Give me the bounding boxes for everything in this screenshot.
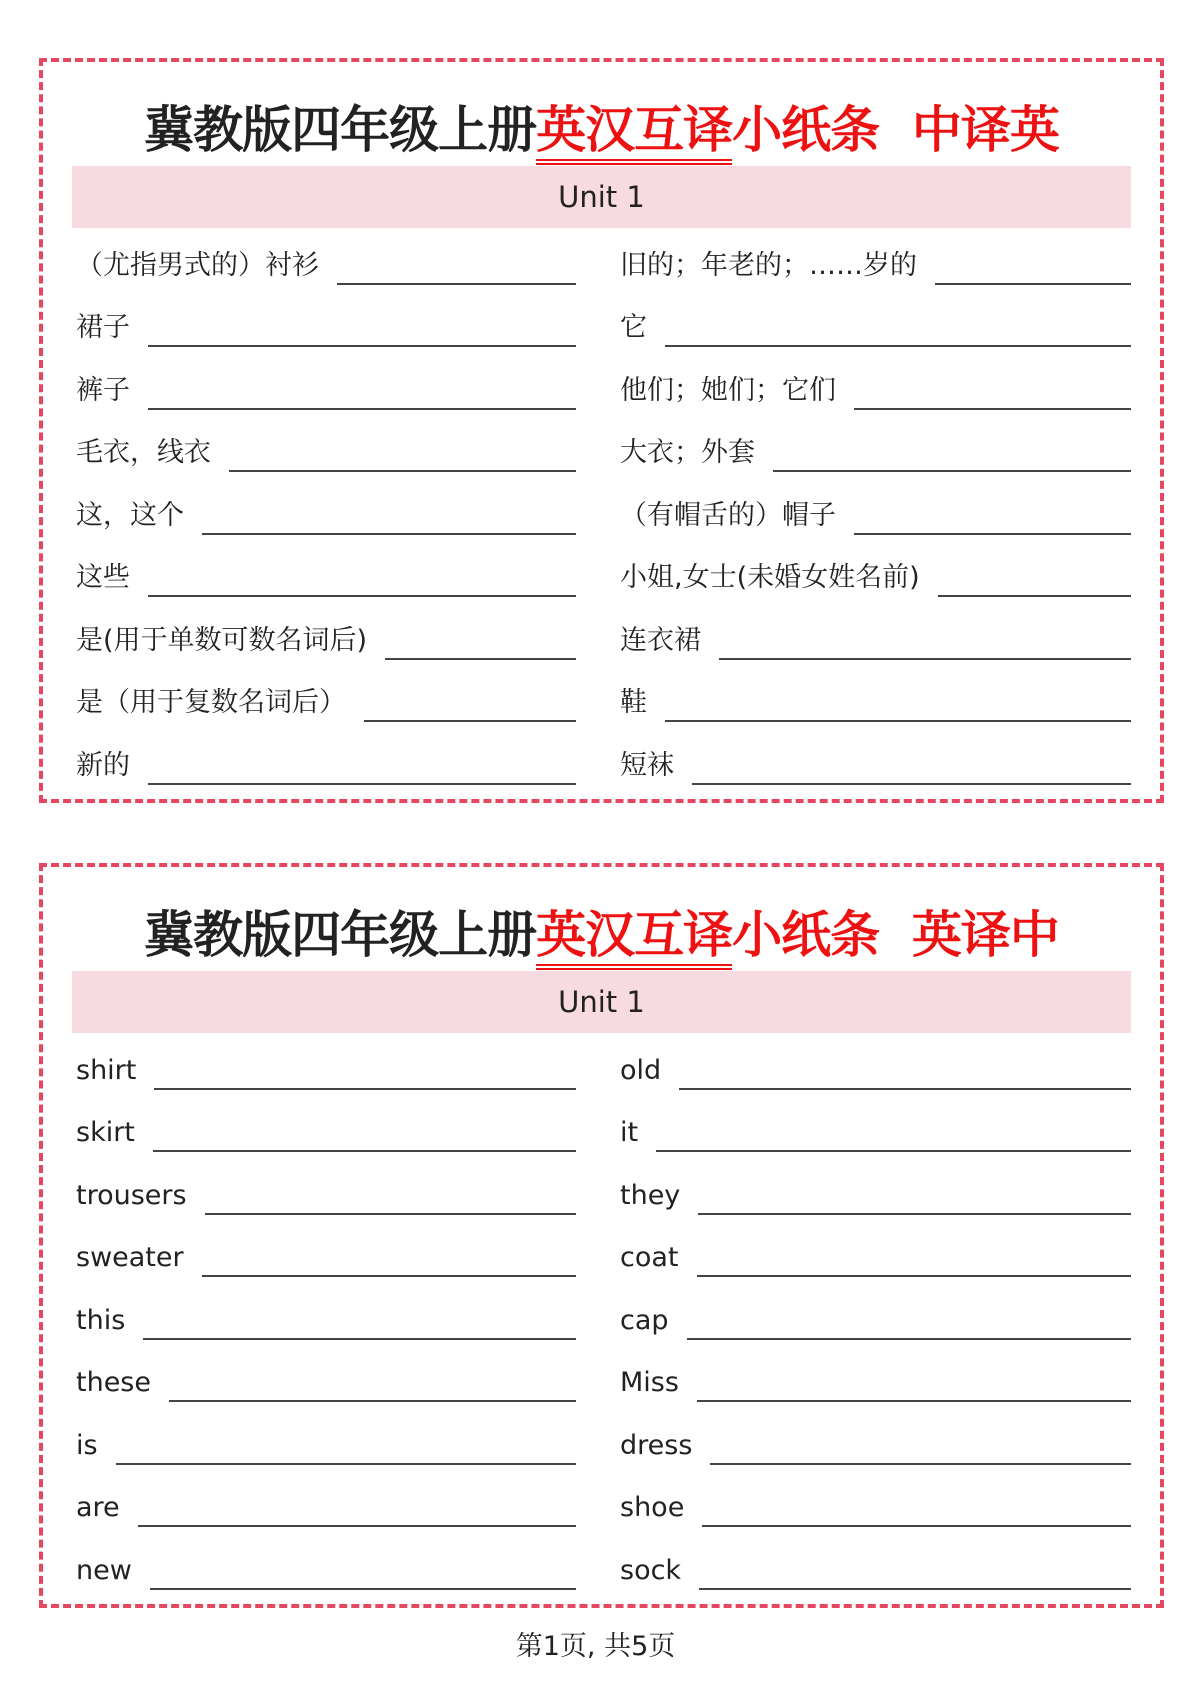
vocab-item (76, 232, 576, 295)
answer-line[interactable] (148, 407, 576, 410)
vocab-item (76, 1350, 576, 1413)
vocab-item (620, 545, 1131, 608)
answer-line[interactable] (154, 1087, 576, 1090)
unit-header: Unit 1 (72, 971, 1131, 1033)
worksheet-en-to-cn (39, 863, 1164, 1608)
vocab-item (76, 357, 576, 420)
vocab-item (620, 1287, 1131, 1350)
vocab-row (76, 1037, 1131, 1100)
answer-line[interactable] (935, 282, 1131, 285)
vocab-prompt: trousers (76, 1179, 187, 1211)
answer-line[interactable] (153, 1149, 576, 1152)
sheet-title (43, 895, 1160, 967)
answer-line[interactable] (364, 719, 576, 722)
title-mode: 中译英 (911, 101, 1059, 159)
vocab-prompt: it (620, 1117, 639, 1148)
vocab-prompt: 是(用于单数可数名词后) (76, 624, 368, 656)
worksheet-cn-to-en (39, 58, 1164, 803)
title-main: 冀教版四年级上册 (144, 906, 537, 964)
answer-line[interactable] (702, 1524, 1131, 1527)
answer-line[interactable] (697, 1399, 1131, 1402)
vocab-prompt: 它 (620, 312, 647, 343)
answer-line[interactable] (938, 594, 1131, 597)
vocab-row (76, 295, 1131, 358)
answer-line[interactable] (665, 344, 1131, 347)
title-suffix: 小纸条 (732, 906, 880, 964)
answer-line[interactable] (229, 469, 576, 472)
vocab-prompt: 这些 (76, 562, 130, 593)
answer-line[interactable] (656, 1149, 1131, 1152)
vocab-row (76, 232, 1131, 295)
vocab-prompt: they (620, 1179, 681, 1211)
vocab-row (76, 1412, 1131, 1475)
vocab-item (620, 670, 1131, 733)
vocab-prompt: 新的 (76, 749, 130, 781)
vocab-row (76, 545, 1131, 608)
answer-line[interactable] (697, 1274, 1132, 1277)
vocab-row (76, 1475, 1131, 1538)
vocab-prompt: cap (620, 1304, 669, 1336)
sheet-title (43, 90, 1160, 162)
vocab-row (76, 1537, 1131, 1600)
vocab-prompt: 裤子 (76, 374, 130, 406)
vocab-row (76, 1162, 1131, 1225)
vocab-grid (76, 1037, 1131, 1600)
vocab-prompt: dress (620, 1429, 693, 1461)
vocab-prompt: new (76, 1554, 132, 1586)
vocab-item (620, 1225, 1131, 1288)
vocab-prompt: （尤指男式的）衬衫 (76, 249, 319, 281)
vocab-item (620, 1037, 1131, 1100)
vocab-item (76, 1537, 576, 1600)
answer-line[interactable] (719, 657, 1131, 660)
vocab-prompt: 这，这个 (76, 499, 184, 531)
answer-line[interactable] (854, 407, 1131, 410)
vocab-row (76, 1225, 1131, 1288)
answer-line[interactable] (143, 1337, 576, 1340)
vocab-row (76, 357, 1131, 420)
answer-line[interactable] (148, 782, 576, 785)
vocab-prompt: skirt (76, 1117, 135, 1148)
answer-line[interactable] (148, 344, 576, 347)
vocab-row (76, 1287, 1131, 1350)
answer-line[interactable] (337, 282, 576, 285)
vocab-item (76, 1412, 576, 1475)
answer-line[interactable] (698, 1212, 1131, 1215)
vocab-item (620, 295, 1131, 358)
vocab-prompt: 大衣；外套 (620, 437, 755, 468)
answer-line[interactable] (687, 1337, 1131, 1340)
title-mode: 英译中 (911, 906, 1059, 964)
answer-line[interactable] (150, 1587, 576, 1590)
vocab-prompt: shoe (620, 1492, 685, 1523)
vocab-item (76, 1475, 576, 1538)
vocab-prompt: 裙子 (76, 312, 130, 343)
vocab-row (76, 1350, 1131, 1413)
unit-header: Unit 1 (72, 166, 1131, 228)
answer-line[interactable] (692, 782, 1131, 785)
vocab-prompt: these (76, 1367, 151, 1398)
vocab-prompt: coat (620, 1242, 679, 1273)
answer-line[interactable] (138, 1524, 576, 1527)
vocab-item (620, 420, 1131, 483)
vocab-item (620, 1475, 1131, 1538)
vocab-prompt: Miss (620, 1367, 679, 1398)
vocab-row (76, 732, 1131, 795)
vocab-item (76, 1225, 576, 1288)
vocab-prompt: 是（用于复数名词后） (76, 687, 346, 718)
vocab-prompt: 鞋 (620, 687, 647, 718)
vocab-item (620, 1100, 1131, 1163)
vocab-grid (76, 232, 1131, 795)
vocab-prompt: sock (620, 1554, 682, 1586)
vocab-prompt: 旧的；年老的；……岁的 (620, 249, 917, 281)
title-suffix: 小纸条 (732, 101, 880, 159)
vocab-item (76, 1037, 576, 1100)
answer-line[interactable] (202, 1274, 576, 1277)
vocab-prompt: （有帽舌的）帽子 (620, 499, 836, 531)
answer-line[interactable] (385, 657, 576, 660)
vocab-item (76, 1287, 576, 1350)
vocab-item (76, 732, 576, 795)
vocab-prompt: 毛衣，线衣 (76, 437, 211, 468)
answer-line[interactable] (116, 1462, 576, 1465)
vocab-row (76, 482, 1131, 545)
vocab-prompt: sweater (76, 1242, 184, 1273)
vocab-item (620, 482, 1131, 545)
vocab-item (620, 232, 1131, 295)
answer-line[interactable] (699, 1587, 1131, 1590)
vocab-item (76, 1100, 576, 1163)
vocab-item (76, 420, 576, 483)
answer-line[interactable] (148, 594, 576, 597)
answer-line[interactable] (202, 532, 576, 535)
answer-line[interactable] (205, 1212, 576, 1215)
answer-line[interactable] (773, 469, 1131, 472)
answer-line[interactable] (854, 532, 1131, 535)
vocab-prompt: 他们；她们；它们 (620, 374, 836, 406)
page-footer: 第1页, 共5页 (515, 1631, 676, 1662)
vocab-item (620, 357, 1131, 420)
vocab-row (76, 420, 1131, 483)
title-main: 冀教版四年级上册 (144, 101, 537, 159)
answer-line[interactable] (665, 719, 1131, 722)
answer-line[interactable] (169, 1399, 576, 1402)
vocab-prompt: 短袜 (620, 749, 674, 781)
title-highlight: 英汉互译 (536, 906, 732, 970)
vocab-item (620, 732, 1131, 795)
vocab-row (76, 1100, 1131, 1163)
answer-line[interactable] (710, 1462, 1131, 1465)
vocab-item (620, 1350, 1131, 1413)
vocab-item (76, 482, 576, 545)
vocab-item (76, 670, 576, 733)
vocab-row (76, 670, 1131, 733)
vocab-prompt: is (76, 1429, 98, 1461)
vocab-item (620, 607, 1131, 670)
vocab-item (76, 295, 576, 358)
vocab-prompt: this (76, 1304, 126, 1336)
vocab-prompt: 小姐,女士(未婚女姓名前) (620, 562, 920, 593)
vocab-row (76, 607, 1131, 670)
vocab-prompt: are (76, 1492, 120, 1523)
vocab-prompt: old (620, 1054, 662, 1086)
vocab-item (76, 545, 576, 608)
answer-line[interactable] (679, 1087, 1131, 1090)
vocab-item (620, 1537, 1131, 1600)
vocab-item (76, 607, 576, 670)
vocab-item (620, 1162, 1131, 1225)
vocab-item (76, 1162, 576, 1225)
vocab-item (620, 1412, 1131, 1475)
vocab-prompt: shirt (76, 1054, 137, 1086)
title-highlight: 英汉互译 (536, 101, 732, 165)
vocab-prompt: 连衣裙 (620, 624, 701, 656)
